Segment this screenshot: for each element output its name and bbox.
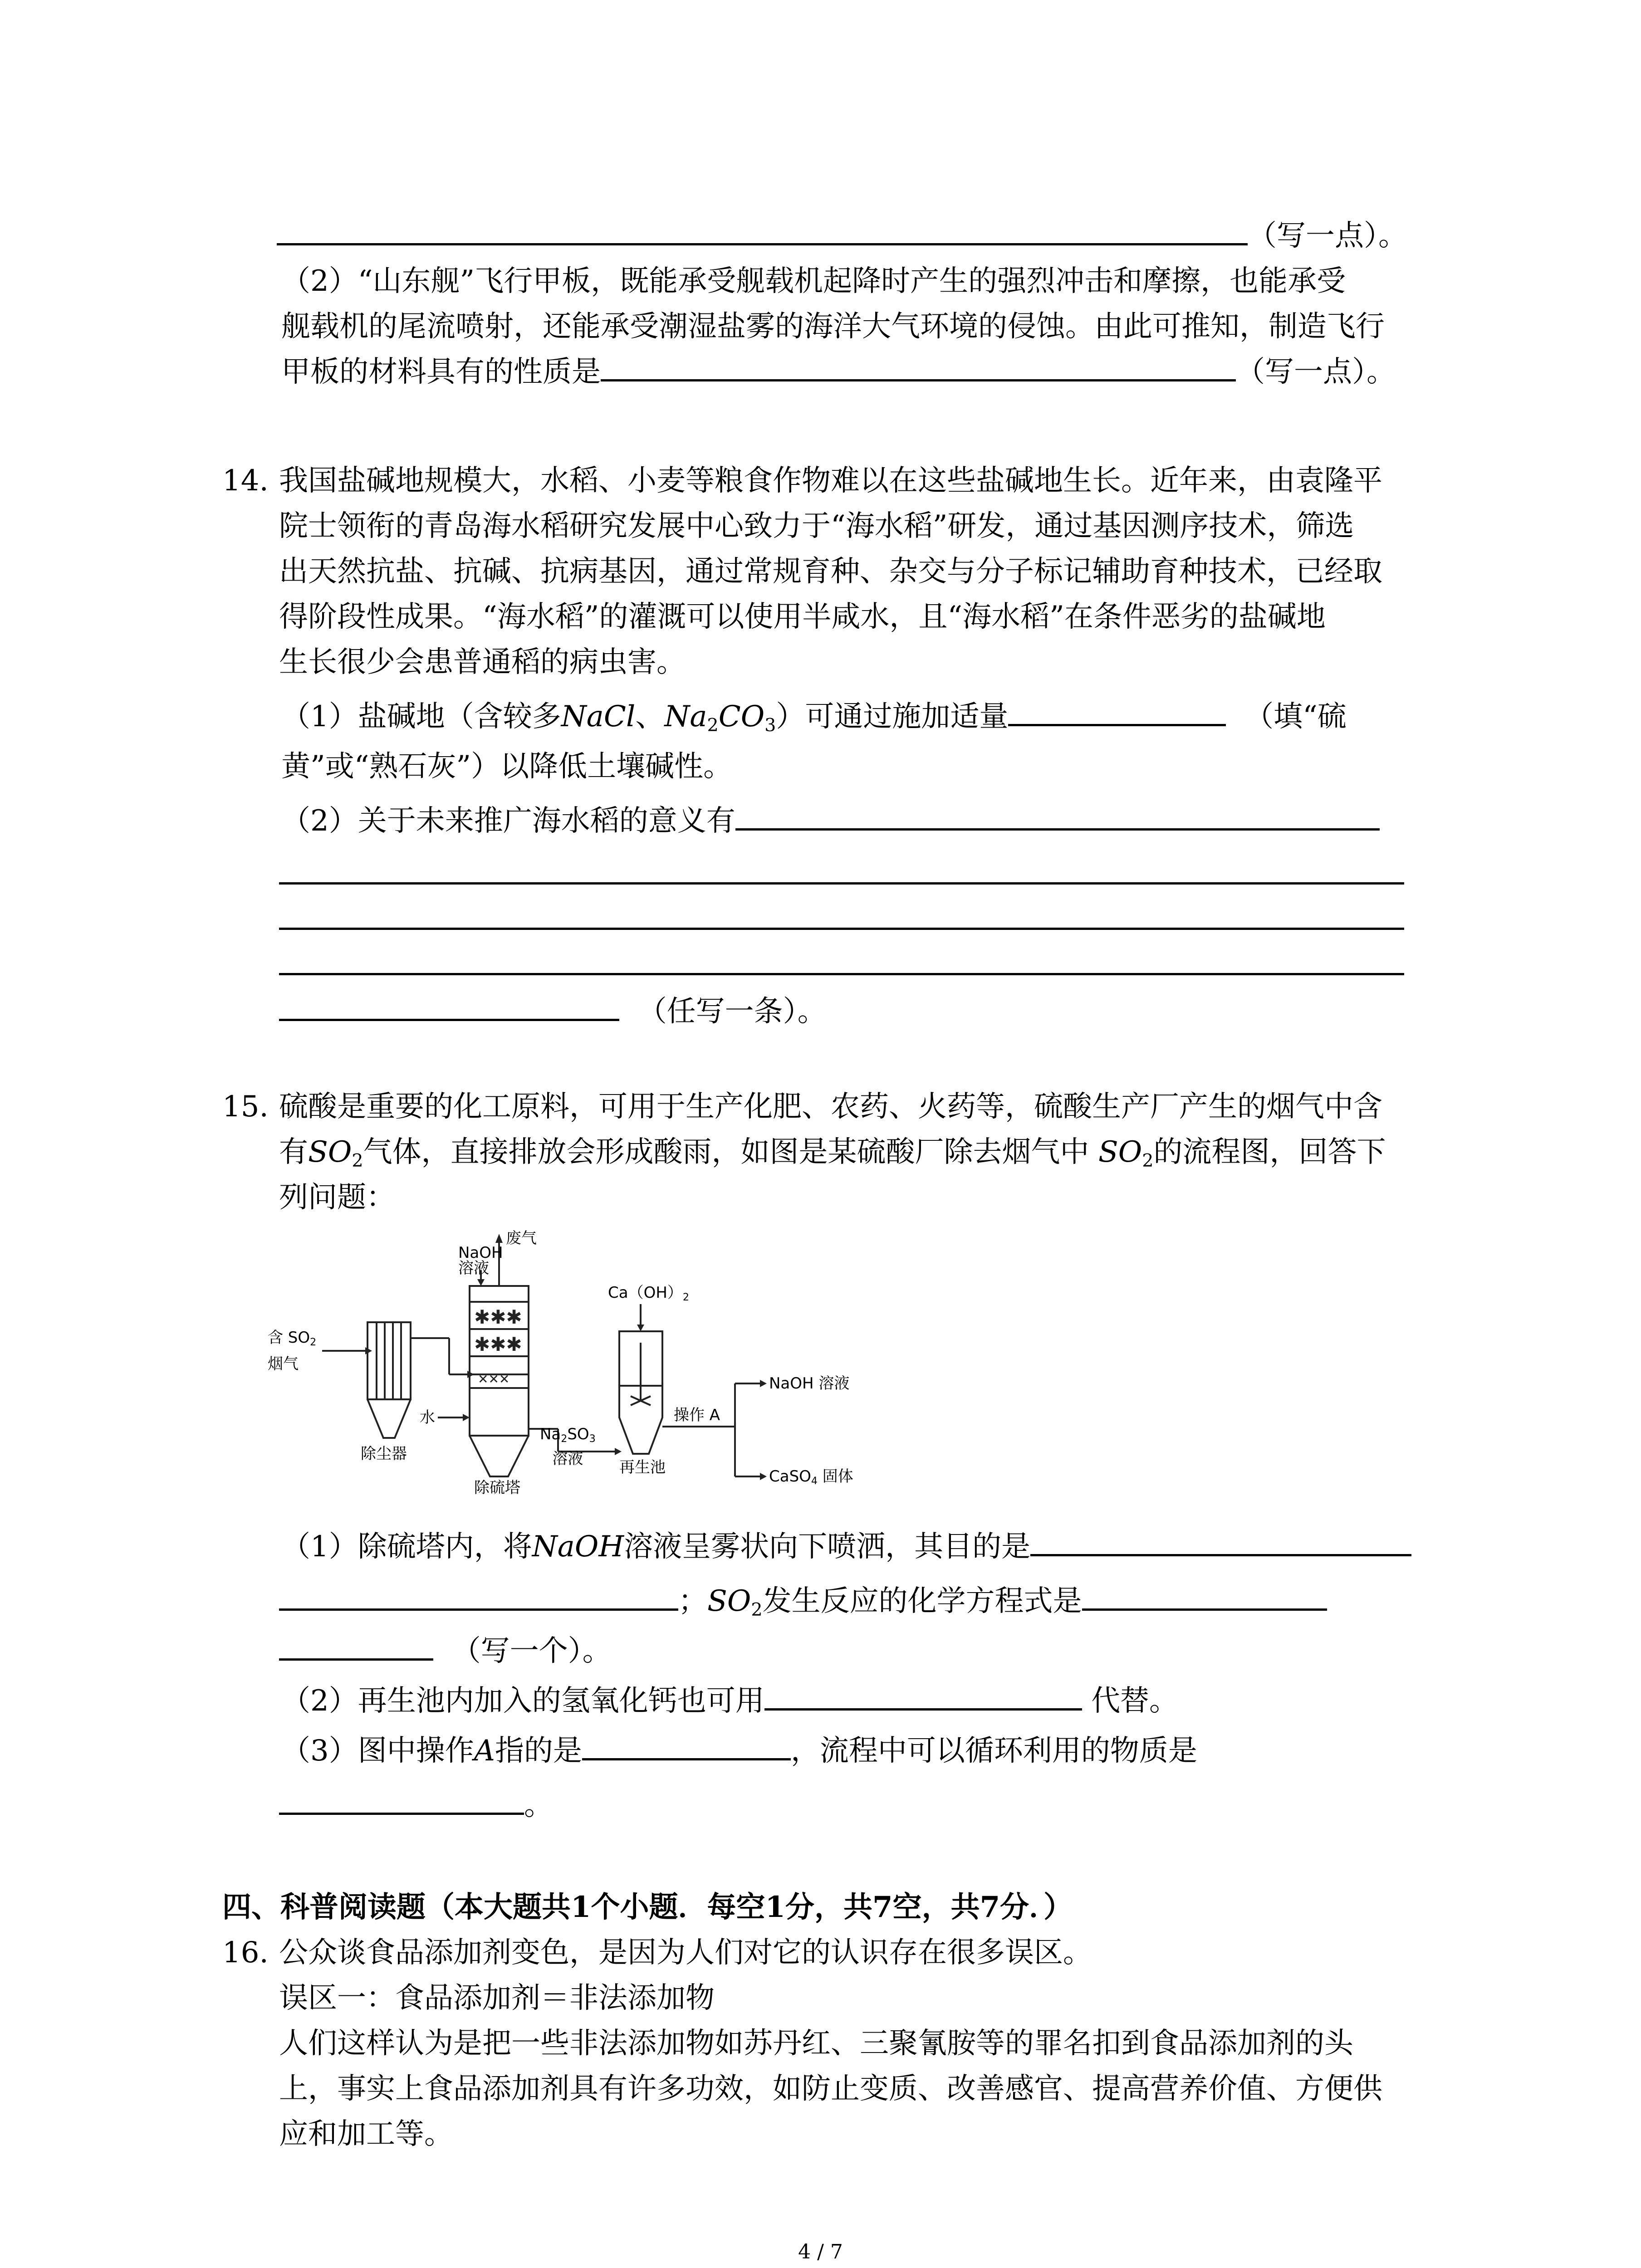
answer-blank[interactable] bbox=[1082, 1579, 1327, 1611]
dust-remover-body bbox=[367, 1322, 411, 1399]
desulfur-tower-hopper bbox=[470, 1436, 529, 1476]
q14-line2: 院士领衔的青岛海水稻研究发展中心致力于“海水稻”研发，通过基因测序技术，筛选 bbox=[279, 509, 1354, 543]
label-regen-pool: 再生池 bbox=[619, 1458, 666, 1476]
q15-line3: 列问题： bbox=[279, 1181, 395, 1214]
q14-part2-last-line: （任写一条）。 bbox=[279, 989, 827, 1034]
q14-part1-line1: （1）盐碱地（含较多NaCl、$Na_2CO_3$）可通过施加适量 （填“硫 bbox=[281, 694, 1347, 739]
answer-blank[interactable] bbox=[279, 990, 619, 1021]
q15-part1-line3: （写一个）。 bbox=[279, 1628, 612, 1674]
q16-line3: 人们这样认为是把一些非法添加物如苏丹红、三聚氰胺等的罪名扣到食品添加剂的头 bbox=[279, 2027, 1353, 2060]
q14-part2-line1: （2）关于未来推广海水稻的意义有 bbox=[281, 798, 1380, 844]
q15-part1-line1: （1）除硫塔内，将NaOH溶液呈雾状向下喷洒，其目的是 bbox=[281, 1524, 1411, 1569]
q15-number: 15. bbox=[222, 1090, 269, 1124]
q13-part2-line2: 舰载机的尾流喷射，还能承受潮湿盐雾的海洋大气环境的侵蚀。由此可推知，制造飞行 bbox=[281, 310, 1385, 343]
answer-blank-line[interactable] bbox=[279, 973, 1404, 975]
q14-line5: 生长很少会患普通稻的病虫害。 bbox=[279, 645, 686, 679]
q14-line4: 得阶段性成果。“海水稻”的灌溉可以使用半咸水，且“海水稻”在条件恶劣的盐碱地 bbox=[279, 600, 1326, 634]
answer-blank[interactable] bbox=[582, 1729, 791, 1760]
svg-text:✱✱✱: ✱✱✱ bbox=[474, 1306, 522, 1328]
q13-answer-line-1: （写一点）。 bbox=[277, 213, 1407, 259]
answer-blank[interactable] bbox=[1008, 695, 1226, 726]
answer-blank[interactable] bbox=[764, 1679, 1082, 1711]
answer-blank[interactable] bbox=[1030, 1525, 1411, 1556]
answer-blank[interactable] bbox=[601, 350, 1236, 381]
q14-part1-line2: 黄”或“熟石灰”）以降低土壤碱性。 bbox=[281, 750, 733, 783]
q14-line3: 出天然抗盐、抗碱、抗病基因，通过常规育种、杂交与分子标记辅助育种技术，已经取 bbox=[279, 555, 1382, 588]
answer-blank-line[interactable] bbox=[279, 928, 1404, 930]
answer-blank[interactable] bbox=[279, 1579, 678, 1611]
q16-line1: 公众谈食品添加剂变色，是因为人们对它的认识存在很多误区。 bbox=[279, 1936, 1092, 1970]
page-number: 4 / 7 bbox=[798, 2240, 843, 2263]
answer-blank-line[interactable] bbox=[279, 882, 1404, 885]
q15-part1-line2: ；$SO_2$发生反应的化学方程式是 bbox=[279, 1579, 1327, 1624]
answer-blank[interactable] bbox=[735, 799, 1380, 831]
q15-part2: （2）再生池内加入的氢氧化钙也可用 代替。 bbox=[281, 1678, 1178, 1724]
label-naoh-solution-out: NaOH 溶液 bbox=[769, 1374, 850, 1393]
q16-line5: 应和加工等。 bbox=[279, 2117, 453, 2151]
label-naoh-solution-in: NaOH 溶液 bbox=[458, 1244, 503, 1277]
label-water: 水 bbox=[420, 1408, 435, 1427]
label-caoh2: $Ca(OH)_2$ bbox=[608, 1284, 689, 1304]
answer-blank[interactable] bbox=[279, 1629, 433, 1661]
label-desulfur-tower: 除硫塔 bbox=[474, 1479, 520, 1497]
q15-line2: 有$SO_2$气体，直接排放会形成酸雨，如图是某硫酸厂除去烟气中 $SO_2$的流程图，回答下 bbox=[279, 1135, 1386, 1172]
q14-number: 14. bbox=[222, 464, 269, 498]
answer-blank[interactable] bbox=[277, 214, 1248, 245]
q16-line2: 误区一：食品添加剂＝非法添加物 bbox=[279, 1981, 715, 2015]
q15-part3-line1: （3）图中操作A指的是 ，流程中可以循环利用的物质是 bbox=[281, 1728, 1197, 1774]
svg-text:✱✱✱: ✱✱✱ bbox=[474, 1333, 522, 1355]
dust-remover-hopper bbox=[367, 1399, 411, 1438]
q13-part2-line3: 甲板的材料具有的性质是 （写一点）。 bbox=[281, 349, 1396, 395]
q15-part3-line2: 。 bbox=[279, 1783, 553, 1828]
label-caso4-solid: CaSO$_4$ 固体 bbox=[769, 1467, 853, 1487]
q16-number: 16. bbox=[222, 1936, 269, 1970]
label-na2so3-solution: $Na_2SO_3$ 溶液 bbox=[540, 1425, 596, 1468]
answer-blank[interactable] bbox=[279, 1784, 524, 1815]
q14-line1: 我国盐碱地规模大，水稻、小麦等粮食作物难以在这些盐碱地生长。近年来，由袁隆平 bbox=[279, 464, 1382, 498]
label-waste-gas: 废气 bbox=[506, 1229, 537, 1247]
q16-line4: 上，事实上食品添加剂具有许多功效，如防止变质、改善感官、提高营养价值、方便供 bbox=[279, 2072, 1382, 2106]
q13-part2-line1: （2）“山东舰”飞行甲板，既能承受舰载机起降时产生的强烈冲击和摩擦，也能承受 bbox=[281, 264, 1346, 298]
q15-line1: 硫酸是重要的化工原料，可用于生产化肥、农药、火药等，硫酸生产厂产生的烟气中含 bbox=[279, 1090, 1382, 1124]
label-dust-remover: 除尘器 bbox=[361, 1445, 407, 1463]
label-so2-smoke: 含 $SO_2$ 烟气 bbox=[268, 1329, 317, 1374]
svg-text:✕✕✕: ✕✕✕ bbox=[478, 1372, 510, 1387]
desulfurization-flow-diagram bbox=[268, 1225, 894, 1497]
section-4-title: 四、科普阅读题（本大题共1个小题．每空1分，共7空，共7分．） bbox=[222, 1890, 1073, 1924]
label-operation-a: 操作 A bbox=[674, 1406, 720, 1424]
